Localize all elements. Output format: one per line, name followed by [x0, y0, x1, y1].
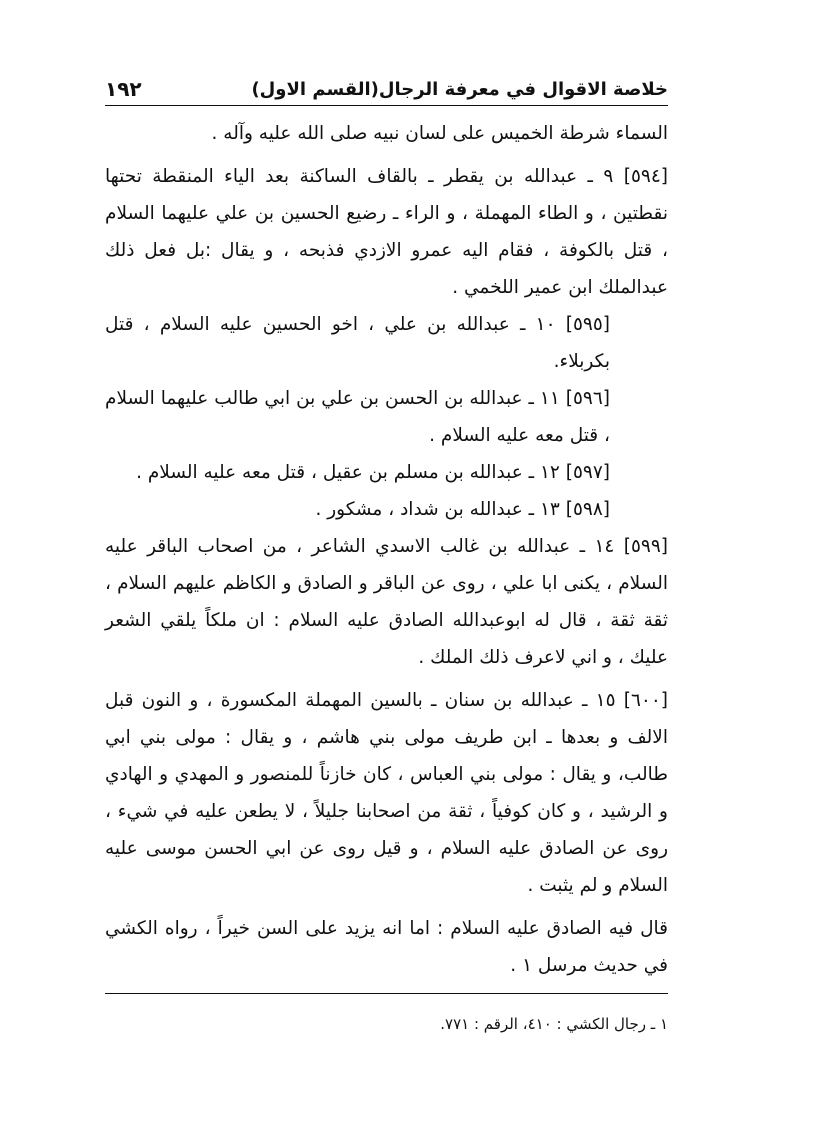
footnote-divider	[105, 993, 668, 994]
entry-600: [٦٠٠] ١٥ ـ عبدالله بن سنان ـ بالسين المهملة المكسورة ، و النون قبل الالف و بعدها ـ ابن طريف مولى بني هاشم ، و يقال : مولى بني ابي طالب، و يقال : مولى بني العباس ، كان خازناً للمنصور و المهدي و الهادي و الرشيد ، و كان كوفياً ، ثقة من اصحابنا جليلاً ، لا يطعن عليه في شيء ، روى عن الصادق عليه السلام ، و قيل روى عن ابي الحسن موسى عليه السلام و لم يثبت .	[105, 690, 668, 896]
paragraph-quote: قال فيه الصادق عليه السلام : اما انه يزيد على السن خيراً ، رواه الكشي في حديث مرسل ١ .	[105, 918, 668, 976]
entry-595: [٥٩٥] ١٠ ـ عبدالله بن علي ، اخو الحسين عليه السلام ، قتل بكربلاء.	[105, 314, 610, 372]
entry-598: [٥٩٨] ١٣ ـ عبدالله بن شداد ، مشكور .	[315, 499, 610, 520]
page-header	[105, 74, 668, 104]
main-text	[105, 115, 668, 984]
page-number: ١٩٢	[105, 77, 142, 101]
entry-599: [٥٩٩] ١٤ ـ عبدالله بن غالب الاسدي الشاعر ، من اصحاب الباقر عليه السلام ، يكنى ابا علي ، روى عن الباقر و الصادق و الكاظم عليهم السلام ، ثقة ثقة ، قال له ابوعبدالله الصادق عليه السلام : ان ملكاً يلقي الشعر عليك ، و اني لاعرف ذلك الملك .	[105, 536, 668, 668]
paragraph-continuation: السماء شرطة الخميس على لسان نبيه صلى الله عليه وآله .	[211, 123, 668, 144]
running-title: خلاصة الاقوال في معرفة الرجال(القسم الاول)	[251, 78, 668, 100]
entry-597: [٥٩٧] ١٢ ـ عبدالله بن مسلم بن عقيل ، قتل معه عليه السلام .	[136, 462, 610, 483]
entry-594: [٥٩٤] ٩ ـ عبدالله بن يقطر ـ بالقاف الساكنة بعد الياء المنقطة تحتها نقطتين ، و الطاء المهملة ، و الراء ـ رضيع الحسين بن علي عليهما السلام ، قتل بالكوفة ، فقام اليه عمرو الازدي فذبحه ، و يقال :بل فعل ذلك عبدالملك ابن عمير اللخمي .	[105, 166, 668, 298]
entry-596: [٥٩٦] ١١ ـ عبدالله بن الحسن بن علي بن ابي طالب عليهما السلام ، قتل معه عليه السلام .	[105, 388, 611, 446]
footnote: ١ ـ رجال الكشي : ٤١٠، الرقم : ٧٧١.	[440, 1015, 668, 1033]
header-divider	[105, 105, 668, 106]
